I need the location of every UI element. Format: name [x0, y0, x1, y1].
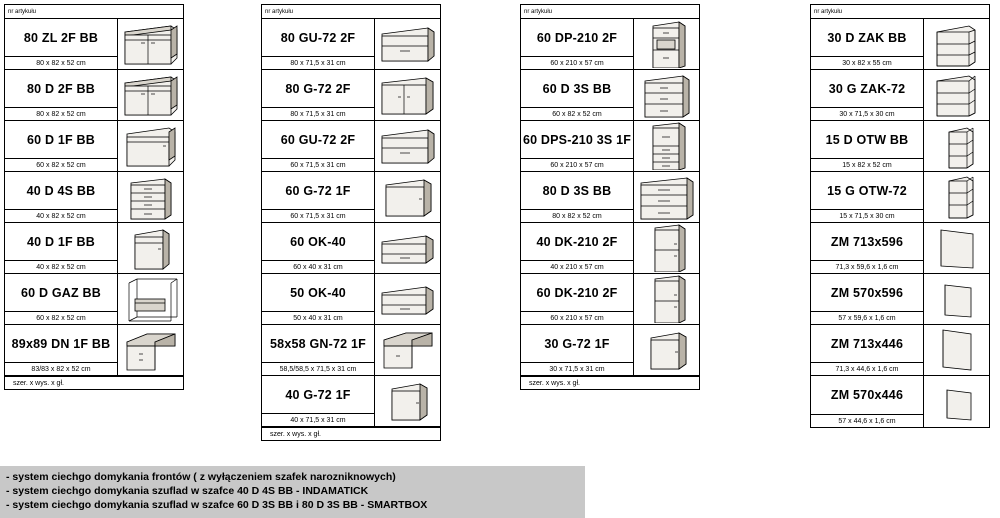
table-row: [811, 19, 989, 70]
product-cell: [521, 172, 634, 222]
table-row: [5, 121, 183, 172]
product-cell: [262, 70, 375, 120]
product-cell: [262, 223, 375, 273]
product-code: ZM 713x596: [830, 234, 904, 249]
panel-tall-icon: [924, 325, 989, 375]
product-cell: [5, 274, 118, 324]
cabinet-wall-1door-icon: [375, 172, 440, 222]
table-row: [811, 223, 989, 274]
cabinet-wall-lift-icon: [375, 121, 440, 171]
product-code: 89x89 DN 1F BB: [11, 336, 111, 351]
table-row: [262, 223, 440, 274]
product-cell: [262, 19, 375, 69]
product-dimensions: 80 x 82 x 52 cm: [5, 107, 117, 120]
table-row: [521, 274, 699, 325]
cabinet-hood-box-icon: [375, 223, 440, 273]
product-dimensions: 60 x 210 x 57 cm: [521, 158, 633, 171]
product-cell: [811, 376, 924, 427]
product-cell: [521, 325, 634, 375]
product-dimensions: 60 x 82 x 52 cm: [5, 311, 117, 324]
product-cell: [521, 70, 634, 120]
product-dimensions: 60 x 40 x 31 cm: [262, 260, 374, 273]
product-code: 60 DK-210 2F: [536, 285, 618, 300]
table-row: [521, 325, 699, 376]
product-code: 15 D OTW BB: [825, 132, 909, 147]
product-dimensions: 80 x 82 x 52 cm: [5, 56, 117, 69]
product-cell: [521, 223, 634, 273]
shelf-narrow-wall-icon: [924, 172, 989, 222]
table-row: [811, 376, 989, 427]
cabinet-tall-oven-icon: [634, 19, 699, 69]
catalog-column-2: [261, 4, 441, 441]
product-cell: [5, 121, 118, 171]
product-cell: [521, 121, 634, 171]
table-row: [521, 223, 699, 274]
column-footer-legend: szer. x wys. x gł.: [262, 427, 440, 440]
product-code: 60 OK-40: [290, 234, 346, 249]
product-code: ZM 570x596: [830, 285, 904, 300]
shelf-open-wall-icon: [924, 70, 989, 120]
product-dimensions: 30 x 71,5 x 30 cm: [811, 107, 923, 120]
product-code: 30 G-72 1F: [544, 336, 610, 351]
product-code: 60 D 1F BB: [27, 132, 95, 147]
catalog-column-1: [4, 4, 184, 390]
cabinet-tall-drawers-icon: [634, 121, 699, 171]
product-dimensions: 50 x 40 x 31 cm: [262, 311, 374, 324]
product-cell: [5, 70, 118, 120]
product-dimensions: 60 x 71,5 x 31 cm: [262, 209, 374, 222]
product-cell: [5, 325, 118, 375]
product-dimensions: 60 x 210 x 57 cm: [521, 56, 633, 69]
shelf-narrow-base-icon: [924, 121, 989, 171]
cabinet-3drawer-icon: [634, 70, 699, 120]
product-cell: [811, 19, 924, 69]
table-row: [521, 172, 699, 223]
note-line-3: - system ciechgo domykania szuflad w szafce 60 D 3S BB i 80 D 3S BB - SMARTBOX: [6, 499, 428, 511]
product-dimensions: 30 x 71,5 x 31 cm: [521, 362, 633, 375]
table-row: [262, 274, 440, 325]
product-code: 80 G-72 2F: [285, 81, 351, 96]
cabinet-wall-2door-icon: [375, 70, 440, 120]
product-code: 80 D 3S BB: [542, 183, 612, 198]
product-dimensions: 58,5/58,5 x 71,5 x 31 cm: [262, 362, 374, 375]
column-header: nr artykułu: [811, 5, 989, 19]
product-code: 15 G OTW-72: [827, 183, 907, 198]
cabinet-1door-base-icon: [118, 121, 183, 171]
panel-medium-icon: [924, 274, 989, 324]
product-dimensions: 40 x 210 x 57 cm: [521, 260, 633, 273]
shelf-open-base-icon: [924, 19, 989, 69]
notes-block: [0, 466, 585, 518]
product-dimensions: 71,3 x 44,6 x 1,6 cm: [811, 362, 923, 375]
product-cell: [811, 223, 924, 273]
product-cell: [811, 70, 924, 120]
product-dimensions: 40 x 71,5 x 31 cm: [262, 413, 374, 426]
note-line-2: - system ciechgo domykania szuflad w szafce 40 D 4S BB - INDAMATICK: [6, 485, 369, 497]
product-dimensions: 60 x 71,5 x 31 cm: [262, 158, 374, 171]
table-row: [811, 70, 989, 121]
table-row: [262, 325, 440, 376]
product-dimensions: 60 x 82 x 52 cm: [5, 158, 117, 171]
product-cell: [811, 121, 924, 171]
product-cell: [5, 19, 118, 69]
product-code: 60 DPS-210 3S 1F: [522, 132, 632, 147]
cabinet-tall-2door-icon: [634, 223, 699, 273]
product-code: 30 G ZAK-72: [828, 81, 906, 96]
product-dimensions: 80 x 71,5 x 31 cm: [262, 107, 374, 120]
cabinet-wall-corner-icon: [375, 325, 440, 375]
cabinet-hood-box-icon: [375, 274, 440, 324]
table-row: [811, 172, 989, 223]
product-code: 80 ZL 2F BB: [23, 30, 99, 45]
product-code: 58x58 GN-72 1F: [270, 336, 366, 351]
product-code: 40 DK-210 2F: [536, 234, 618, 249]
table-row: [811, 325, 989, 376]
table-row: [5, 172, 183, 223]
cabinet-3drawer-wide-icon: [634, 172, 699, 222]
product-cell: [5, 223, 118, 273]
cabinet-wall-narrow-icon: [375, 376, 440, 426]
product-code: 60 G-72 1F: [285, 183, 351, 198]
cabinet-1door-narrow-icon: [118, 223, 183, 273]
table-row: [811, 274, 989, 325]
product-cell: [5, 172, 118, 222]
product-code: 60 DP-210 2F: [536, 30, 618, 45]
table-row: [521, 19, 699, 70]
table-row: [5, 274, 183, 325]
product-cell: [811, 172, 924, 222]
product-dimensions: 71,3 x 59,6 x 1,6 cm: [811, 260, 923, 273]
product-cell: [521, 274, 634, 324]
table-row: [521, 121, 699, 172]
cabinet-4drawer-icon: [118, 172, 183, 222]
table-row: [262, 376, 440, 427]
product-code: 60 GU-72 2F: [280, 132, 356, 147]
product-dimensions: 60 x 82 x 52 cm: [521, 107, 633, 120]
product-dimensions: 60 x 210 x 57 cm: [521, 311, 633, 324]
product-dimensions: 30 x 82 x 55 cm: [811, 56, 923, 69]
product-code: 40 D 4S BB: [26, 183, 96, 198]
product-dimensions: 80 x 82 x 52 cm: [521, 209, 633, 222]
product-dimensions: 83/83 x 82 x 52 cm: [5, 362, 117, 375]
column-footer-legend: szer. x wys. x gł.: [521, 376, 699, 389]
table-row: [5, 19, 183, 70]
product-cell: [262, 376, 375, 426]
note-line-1: - system ciechgo domykania frontów ( z wyłączeniem szafek narozniknowych): [6, 471, 396, 483]
product-cell: [811, 325, 924, 375]
column-header: nr artykułu: [5, 5, 183, 19]
product-dimensions: 57 x 59,6 x 1,6 cm: [811, 311, 923, 324]
product-code: 40 G-72 1F: [285, 387, 351, 402]
product-code: 60 D GAZ BB: [21, 285, 101, 300]
cabinet-corner-icon: [118, 325, 183, 375]
cabinet-wall-narrow-icon: [634, 325, 699, 375]
table-row: [5, 70, 183, 121]
product-code: 50 OK-40: [290, 285, 346, 300]
cabinet-wall-lift-icon: [375, 19, 440, 69]
product-dimensions: 40 x 82 x 52 cm: [5, 260, 117, 273]
product-dimensions: 40 x 82 x 52 cm: [5, 209, 117, 222]
product-dimensions: 15 x 71,5 x 30 cm: [811, 209, 923, 222]
catalog-column-4: [810, 4, 990, 428]
column-footer-legend: szer. x wys. x gł.: [5, 376, 183, 389]
cabinet-tall-2door-icon: [634, 274, 699, 324]
cabinet-2door-base-icon: [118, 19, 183, 69]
product-cell: [262, 274, 375, 324]
product-code: 80 D 2F BB: [27, 81, 95, 96]
panel-small-icon: [924, 376, 989, 427]
column-header: nr artykułu: [262, 5, 440, 19]
table-row: [5, 223, 183, 274]
table-row: [262, 70, 440, 121]
product-code: ZM 713x446: [830, 336, 904, 351]
table-row: [262, 172, 440, 223]
product-cell: [262, 325, 375, 375]
catalog-column-3: [520, 4, 700, 390]
product-dimensions: 80 x 71,5 x 31 cm: [262, 56, 374, 69]
product-code: 30 D ZAK BB: [827, 30, 907, 45]
product-code: ZM 570x446: [830, 388, 904, 402]
product-cell: [262, 172, 375, 222]
column-header: nr artykułu: [521, 5, 699, 19]
product-dimensions: 57 x 44,6 x 1,6 cm: [811, 414, 923, 427]
product-cell: [811, 274, 924, 324]
product-dimensions: 15 x 82 x 52 cm: [811, 158, 923, 171]
panel-large-icon: [924, 223, 989, 273]
table-row: [262, 19, 440, 70]
table-row: [521, 70, 699, 121]
product-cell: [521, 19, 634, 69]
product-code: 60 D 3S BB: [542, 81, 612, 96]
cabinet-2door-base-icon: [118, 70, 183, 120]
table-row: [262, 121, 440, 172]
table-row: [811, 121, 989, 172]
product-cell: [262, 121, 375, 171]
cabinet-oven-open-icon: [118, 274, 183, 324]
product-code: 80 GU-72 2F: [280, 30, 356, 45]
table-row: [5, 325, 183, 376]
product-code: 40 D 1F BB: [27, 234, 95, 249]
